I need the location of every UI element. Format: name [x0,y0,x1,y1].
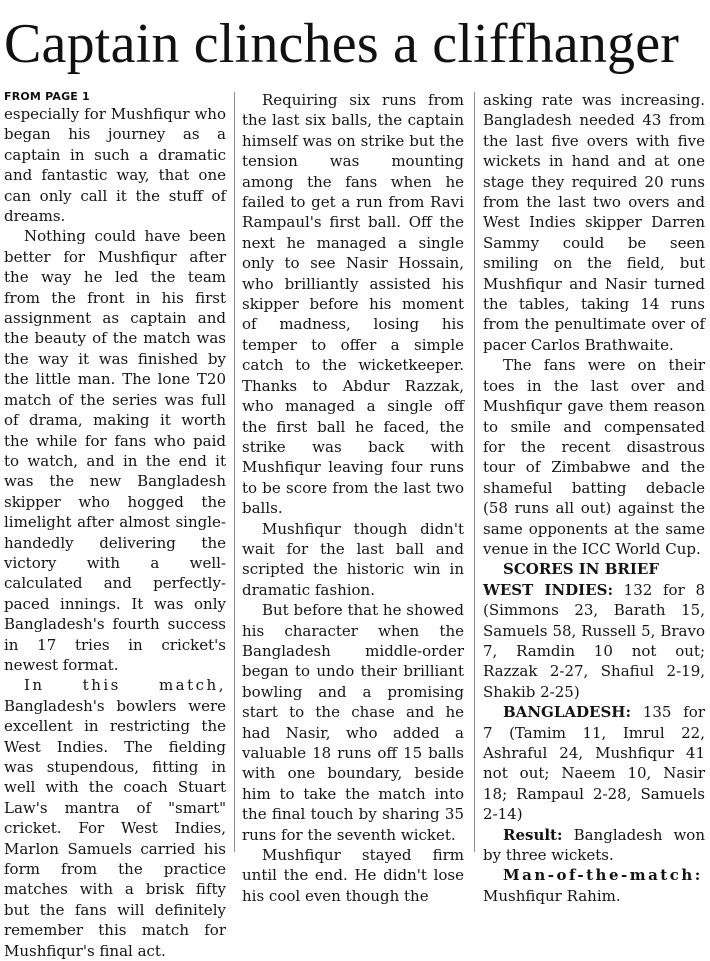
column-divider [234,92,235,852]
team-label: BANGLADESH: [503,703,632,722]
paragraph: Nothing could have been better for Mushfiqur after the way he led the team from the front in his first assignment as captain and the beauty of the match was the way it was finished by the little man. The lone T20 match of the series was full of drama, making it worth the while for fans who paid to watch, and in the end it was the new Bangladesh skipper who hogged the limelight after almost single-handedly delivering the victory with a well-calculated and perfectly-paced innings. It was only Bangladesh's fourth success in 17 tries in cricket's newest format. [4,227,226,674]
man-of-the-match [483,865,705,906]
article-column-1 [4,90,226,960]
mom-text: Mushfiqur Rahim. [483,886,621,905]
article-column-3 [483,90,705,905]
paragraph-rest: Bangladesh's bowlers were excellent in restricting the West Indies. The fielding was stupendous, fitting in well with the coach Stuart Law's mantra of "smart" cricket. For West Indies, Marlon Samuels carried his form from the practice matches with a brisk fifty but the fans will definitely remember this match for Mushfiqur's final act. [4,696,226,960]
scores-heading: SCORES IN BRIEF [503,560,659,579]
paragraph: The fans were on their toes in the last over and Mushfiqur gave them reason to smile and compensated for the recent disastrous tour of Zimbabwe and the shameful batting debacle (58 runs all out) against the same opponents at the same venue in the ICC World Cup. [483,356,705,558]
column-divider [474,92,475,852]
paragraph: Mushfiqur though didn't wait for the last ball and scripted the historic win in dramatic fashion. [242,519,464,599]
team-label: WEST INDIES: [483,580,613,599]
paragraph: Requiring six runs from the last six balls, the captain himself was on strike but the tension was mounting among the fans when he failed to get a run from Ravi Rampaul's first ball. Off the next he managed a single only to see Nasir Hossain, who brilliantly assisted his skipper before his moment of madness, losing his temper to offer a simple catch to the wicketkeeper. Thanks to Abdur Razzak, who managed a single off the first ball he faced, the strike was back with Mushfiqur leaving four runs to be score from the last two balls. [242,91,464,518]
article-column-2 [242,90,464,905]
score-west-indies [483,580,705,702]
score-text: 132 for 8 (Simmons 23, Barath 15, Samuels 58, Russell 5, Bravo 7, Ramdin 10 not out; Razzak 2-27, Shafiul 2-19, Shakib 2-25) [483,580,705,701]
paragraph: especially for Mushfiqur who began his journey as a captain in such a dramatic and fantastic way, that one can only call it the stuff of dreams. [4,105,226,226]
score-bangladesh [483,702,705,824]
continuation-label: FROM PAGE 1 [4,90,90,103]
score-text: 135 for 7 (Tamim 11, Imrul 22, Ashraful 24, Mushfiqur 41 not out; Naeem 10, Nasir 18; Rampaul 2-28, Samuels 2-14) [483,703,705,824]
mom-label: Man-of-the-match: [503,866,703,885]
result-text: Bangladesh won by three wickets. [483,825,705,865]
result-label: Result: [503,825,563,844]
paragraph: Mushfiqur stayed firm until the end. He didn't lose his cool even though the [242,846,464,905]
headline: Captain clinches a cliffhanger [4,13,680,75]
match-result [483,825,705,866]
paragraph-lead: In this match, [24,676,226,695]
paragraph [4,675,226,961]
paragraph: But before that he showed his character when the Bangladesh middle-order began to undo their brilliant bowling and a promising start to the chase and he had Nasir, who added a valuable 18 runs off 15 balls with one boundary, beside him to take the match into the final touch by sharing 35 runs for the seventh wicket. [242,601,464,844]
paragraph: asking rate was increasing. Bangladesh needed 43 from the last five overs with five wickets in hand and at one stage they required 20 runs from the last two overs and West Indies skipper Darren Sammy could be seen smiling on the field, but Mushfiqur and Nasir turned the tables, taking 14 runs from the penultimate over of pacer Carlos Brathwaite. [483,91,705,354]
